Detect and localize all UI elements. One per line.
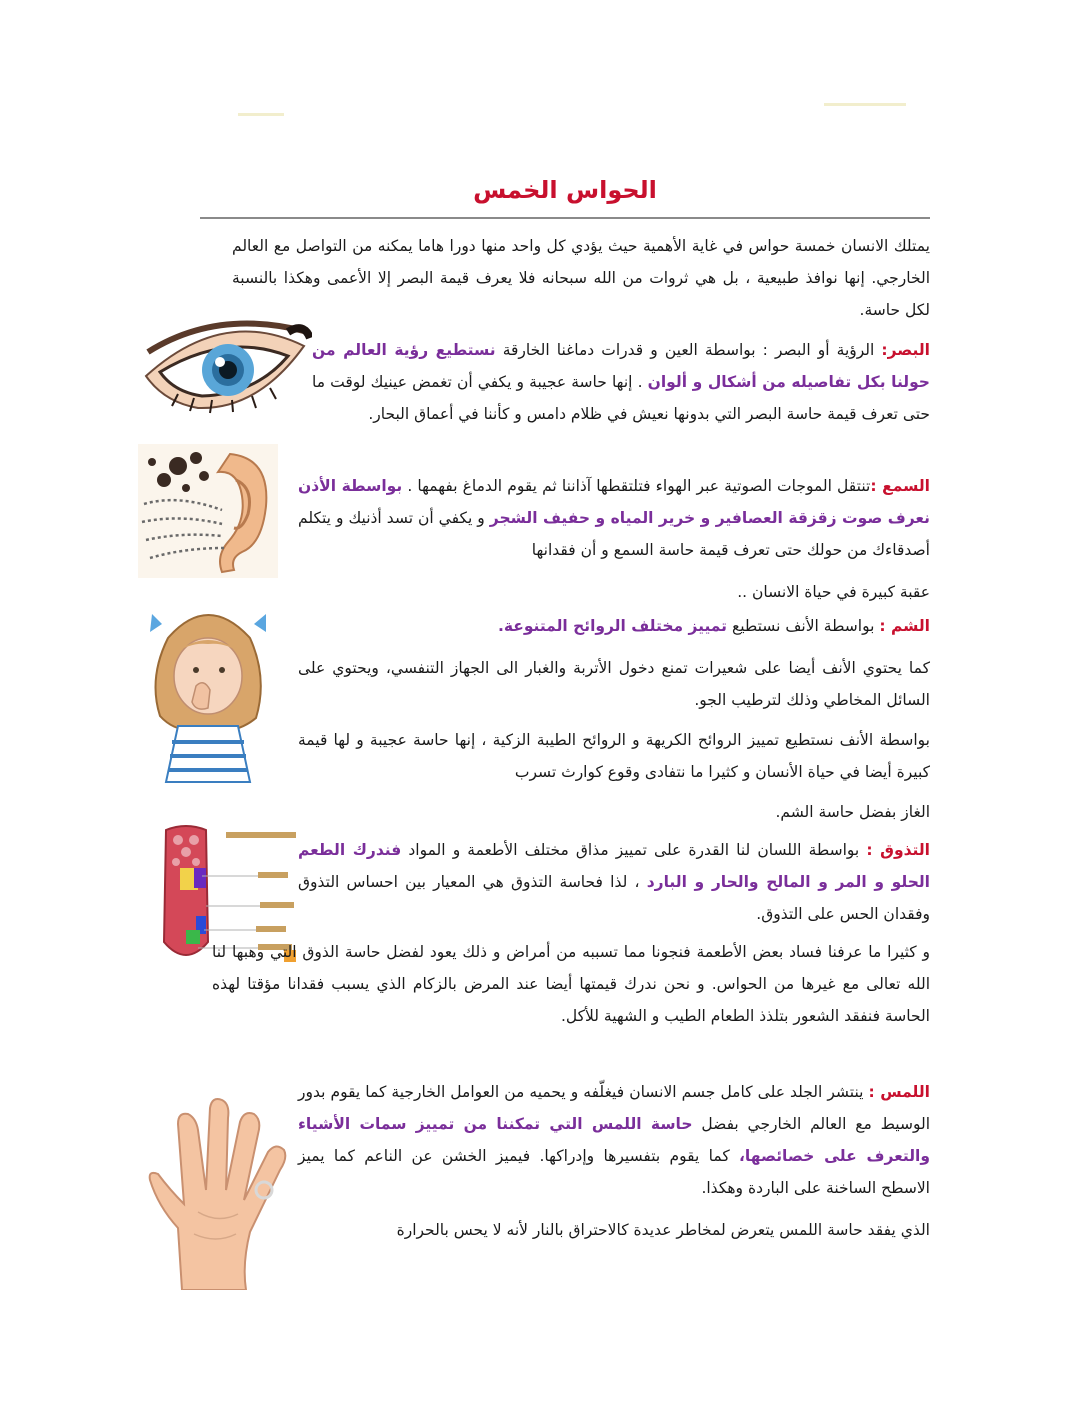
sight-text-1: الرؤية أو البصر : بواسطة العين و قدرات دماغنا الخارقة [495, 341, 882, 359]
taste-highlight: فندرك الطعم الحلو و المر و المالح والحار و البارد [298, 841, 931, 891]
touch-text-1: ينتشر الجلد على كامل جسم الانسان فيغلّفه و يحميه من العوامل الخارجية كما يقوم بدور الوسيط مع العالم الخارجي بفضل [298, 1083, 930, 1133]
hand-icon [138, 1094, 302, 1290]
smell-section [298, 610, 930, 828]
taste-paragraph-1 [298, 834, 930, 930]
sight-paragraph [312, 334, 930, 430]
hearing-paragraph-end: عقبة كبيرة في حياة الانسان .. [737, 583, 930, 601]
touch-paragraph-2: الذي يفقد حاسة اللمس يتعرض لمخاطر عديدة كالاحتراق بالنار لأنه لا يحس بالحرارة [396, 1221, 930, 1239]
touch-section [298, 1076, 930, 1246]
smell-text-1: بواسطة الأنف نستطيع [727, 617, 880, 635]
girl-smelling-icon [138, 598, 278, 794]
taste-paragraph-2: و كثيرا ما عرفنا فساد بعض الأطعمة فنجونا مما تسببه من أمراض و ذلك يعود لفضل حاسة الذوق التي وهبها لنا الله تعالى مع غيرها من الحواس. و نحن ندرك قيمتها أيضا عند المرض بالزكام الذي يسبب فقدانا مؤقتا لهذه الحاسة فنفقد الشعور بتلذذ الطعام الطيب و الشهية للأكل. [212, 943, 930, 1025]
touch-highlight-1: حاسة اللمس [591, 1115, 693, 1133]
smell-label: الشم : [879, 617, 930, 635]
hearing-paragraph [298, 470, 930, 566]
page-title: الحواس الخمس [473, 176, 657, 204]
hearing-highlight: بواسطة الأذن نعرف صوت زقزقة العصافير و خرير المياه و حفيف الشجر [298, 477, 931, 527]
intro-text: يمتلك الانسان خمسة حواس في غاية الأهمية حيث يؤدي كل واحد منها دورا هاما يمكنه من التواصل مع العالم الخارجي. إنها نوافذ طبيعية ، بل هي ثروات من الله سبحانه فلا يعرف قيمة البصر إلا الأعمى وهكذا بالنسبة لكل حاسة. [232, 237, 930, 319]
eye-icon [138, 312, 312, 420]
touch-label: اللمس : [868, 1083, 930, 1101]
taste-text-2: ، لذا فحاسة التذوق هي المعيار بين احساس التذوق وفقدان الحس على التذوق. [298, 873, 930, 923]
hearing-label: السمع : [870, 477, 930, 495]
title-divider [200, 217, 930, 219]
smell-highlight: تمييز مختلف الروائح المتنوعة. [497, 617, 728, 635]
sight-highlight: نستطيع رؤية العالم من حولنا بكل تفاصيله من أشكال و ألوان [312, 341, 930, 391]
intro-paragraph [232, 230, 930, 326]
taste-section-bottom [212, 936, 930, 1032]
taste-label: التذوق : [866, 841, 930, 859]
hearing-text-2: و يكفي أن تسد أذنيك و يتكلم أصدقاءك من حولك حتى تعرف قيمة حاسة السمع و أن فقدانها [298, 509, 930, 559]
hearing-section [298, 470, 930, 608]
taste-section-top [298, 834, 930, 930]
smell-paragraph-1 [298, 610, 930, 642]
smell-paragraph-3-end: الغاز بفضل حاسة الشم. [775, 803, 930, 821]
sight-text-2: . إنها حاسة عجيبة و يكفي أن تغمض عينيك لوقت ما حتى تعرف قيمة حاسة البصر التي بدونها نعيش في ظلام دامس و كأننا في أعماق البحار. [312, 373, 930, 423]
hearing-text-1: تنتقل الموجات الصوتية عبر الهواء فتلتقطها آذاننا ثم يقوم الدماغ بفهمها . [407, 477, 871, 495]
ear-icon [138, 444, 278, 578]
touch-highlight-2: التي تمكننا من تمييز سمات الأشياء والتعرف على خصائصها، [298, 1115, 930, 1165]
sight-label: البصر: [881, 341, 930, 359]
scan-mark [824, 103, 906, 106]
smell-paragraph-3: بواسطة الأنف نستطيع تمييز الروائح الكريهة و الروائح الطيبة الزكية ، إنها حاسة عجيبة و لها قيمة كبيرة أيضا في حياة الأنسان و كثيرا ما نتفادى وقوع كوارث تسرب [298, 731, 930, 781]
scan-mark [238, 113, 284, 116]
sight-section [312, 334, 930, 430]
touch-text-2: كما يقوم بتفسيرها وإدراكها. فيميز الخشن عن الناعم كما يميز الاسطح الساخنة على الباردة وهكذا. [298, 1147, 930, 1197]
smell-paragraph-2: كما يحتوي الأنف أيضا على شعيرات تمنع دخول الأتربة والغبار الى الجهاز التنفسي، ويحتوي على السائل المخاطي وذلك لترطيب الجو. [298, 659, 930, 709]
touch-paragraph-1 [298, 1076, 930, 1204]
taste-text-1: بواسطة اللسان لنا القدرة على تمييز مذاق مختلف الأطعمة و المواد [401, 841, 867, 859]
